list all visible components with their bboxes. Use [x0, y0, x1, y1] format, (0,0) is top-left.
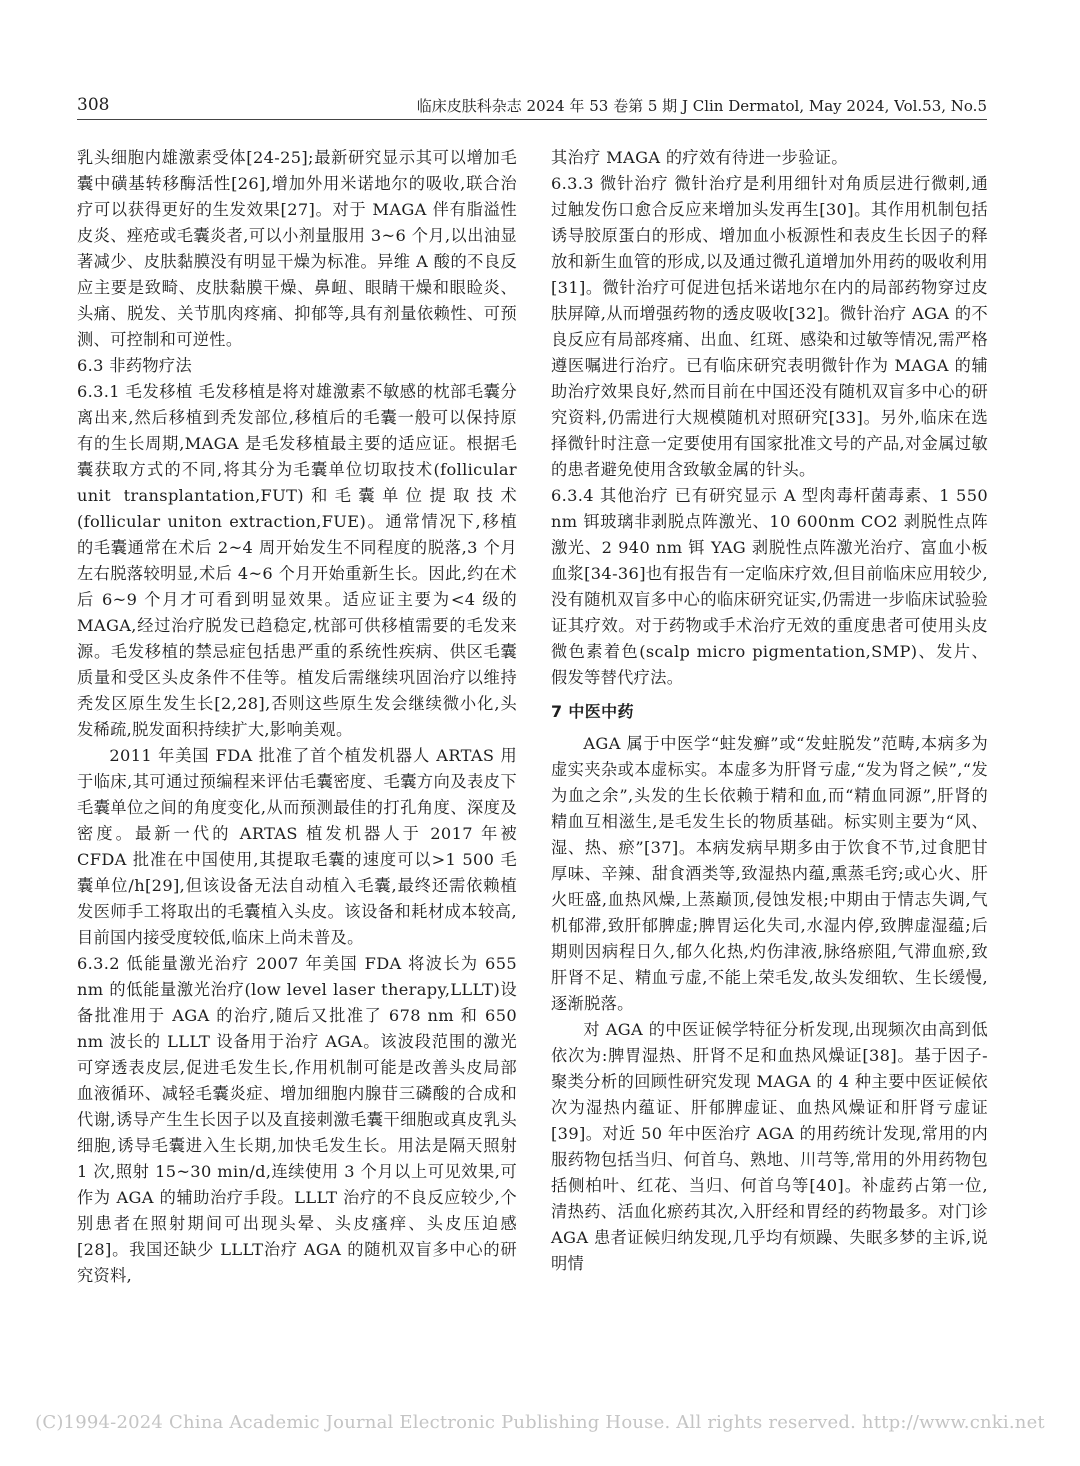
subsection-heading: 6.3 非药物疗法 [77, 356, 192, 375]
paragraph: 6.3.3 微针治疗 微针治疗是利用细针对角质层进行微刺,通过触发伤口愈合反应来增加头发再生[30]。其作用机制包括诱导胶原蛋白的形成、增加血小板源性和表皮生长因子的释放和新生血管的形成,以及通过微孔道增加外用药的吸收利用[31]。微针治疗可促进包括米诺地尔在内的局部药物穿过皮肤屏障,从而增强药物的透皮吸收[32]。微针治疗 AGA 的不良反应有局部疼痛、出血、红斑、感染和过敏等情况,需严格遵医嘱进行治疗。已有临床研究表明微针作为 MAGA 的辅助治疗效果良好,然而目前在中国还没有随机双盲多中心的研究资料,仍需进行大规模随机对照研究[33]。另外,临床在选择微针时注意一定要使用有国家批准文号的产品,对金属过敏的患者避免使用含致敏金属的针头。 [551, 174, 988, 479]
copyright-footer: (C)1994-2024 China Academic Journal Electronic Publishing House. All rights reserved. http://www.cnki.net [35, 1412, 1045, 1433]
page-header [0, 0, 1080, 125]
paragraph: 乳头细胞内雄激素受体[24-25];最新研究显示其可以增加毛囊中磺基转移酶活性[26],增加外用米诺地尔的吸收,联合治疗可以获得更好的生发效果[27]。对于 MAGA 伴有脂溢性皮炎、痤疮或毛囊炎者,可以小剂量服用 3~6 个月,以出油显著减少、皮肤黏膜没有明显干燥为标准。异维 A 酸的不良反应主要是致畸、皮肤黏膜干燥、鼻衄、眼睛干燥和眼睑炎、头痛、脱发、关节肌肉疼痛、抑郁等,具有剂量依赖性、可预测、可控制和可逆性。 [77, 148, 517, 349]
running-head: 临床皮肤科杂志 2024 年 53 卷第 5 期 J Clin Dermatol, May 2024, Vol.53, No.5 [416, 97, 987, 115]
section-heading: 7 中医中药 [551, 702, 634, 721]
right-column [551, 145, 988, 1277]
paragraph: 2011 年美国 FDA 批准了首个植发机器人 ARTAS 用于临床,其可通过预编程来评估毛囊密度、毛囊方向及表皮下毛囊单位之间的角度变化,从而预测最佳的打孔角度、深度及密度。最新一代的 ARTAS 植发机器人于 2017 年被 CFDA 批准在中国使用,其提取毛囊的速度可以>1 500 毛囊单位/h[29],但该设备无法自动植入毛囊,最终还需依赖植发医师手工将取出的毛囊植入头皮。该设备和耗材成本较高,目前国内接受度较低,临床上尚未普及。 [77, 746, 517, 947]
paragraph: 对 AGA 的中医证候学特征分析发现,出现频次由高到低依次为:脾胃湿热、肝肾不足和血热风燥证[38]。基于因子-聚类分析的回顾性研究发现 MAGA 的 4 种主要中医证候依次为湿热内蕴证、肝郁脾虚证、血热风燥证和肝肾亏虚证[39]。对近 50 年中医治疗 AGA 的用药统计发现,常用的内服药物包括当归、何首乌、熟地、川芎等,常用的外用药物包括侧柏叶、红花、当归、何首乌等[40]。补虚药占第一位,清热药、活血化瘀药其次,入肝经和胃经的药物最多。对门诊 AGA 患者证候归纳发现,几乎均有烦躁、失眠多梦的主诉,说明情 [551, 1020, 988, 1273]
paragraph: AGA 属于中医学“蛀发癣”或“发蛀脱发”范畴,本病多为虚实夹杂或本虚标实。本虚多为肝肾亏虚,“发为肾之候”,“发为血之余”,头发的生长依赖于精和血,而“精血同源”,肝肾的精血互相滋生,是毛发生长的物质基础。标实则主要为“风、湿、热、瘀”[37]。本病发病早期多由于饮食不节,过食肥甘厚味、辛辣、甜食酒类等,致湿热内蕴,熏蒸毛窍;或心火、肝火旺盛,血热风燥,上蒸巅顶,侵蚀发根;中期由于情志失调,气机郁滞,致肝郁脾虚;脾胃运化失司,水湿内停,致脾虚湿蕴;后期则因病程日久,郁久化热,灼伤津液,脉络瘀阻,气滞血瘀,致肝肾不足、精血亏虚,不能上荣毛发,故头发细软、生长缓慢,逐渐脱落。 [551, 734, 988, 1013]
paragraph: 其治疗 MAGA 的疗效有待进一步验证。 [551, 148, 848, 167]
paragraph: 6.3.2 低能量激光治疗 2007 年美国 FDA 将波长为 655 nm 的低能量激光治疗(low level laser therapy,LLLT)设备批准用于 AGA 的治疗,随后又批准了 678 nm 和 650 nm 波长的 LLLT 设备用于治疗 AGA。该波段范围的激光可穿透表皮层,促进毛发生长,作用机制可能是改善头皮局部血液循环、减轻毛囊炎症、增加细胞内腺苷三磷酸的合成和代谢,诱导产生生长因子以及直接刺激毛囊干细胞或真皮乳头细胞,诱导毛囊进入生长期,加快毛发生长。用法是隔天照射 1 次,照射 15~30 min/d,连续使用 3 个月以上可见效果,可作为 AGA 的辅助治疗手段。LLLT 治疗的不良反应较少,个别患者在照射期间可出现头晕、头皮瘙痒、头皮压迫感[28]。我国还缺少 LLLT治疗 AGA 的随机双盲多中心的研究资料, [77, 954, 517, 1285]
paragraph: 6.3.1 毛发移植 毛发移植是将对雄激素不敏感的枕部毛囊分离出来,然后移植到秃发部位,移植后的毛囊一般可以保持原有的生长周期,MAGA 是毛发移植最主要的适应证。根据毛囊获取方式的不同,将其分为毛囊单位切取技术(follicular unit transplantation,FUT)和毛囊单位提取技术(follicular uniton extraction,FUE)。通常情况下,移植的毛囊通常在术后 2~4 周开始发生不同程度的脱落,3 个月左右脱落较明显,术后 4~6 个月开始重新生长。因此,约在术后 6~9 个月才可看到明显效果。适应证主要为<4 级的 MAGA,经过治疗脱发已趋稳定,枕部可供移植需要的毛发来源。毛发移植的禁忌症包括患严重的系统性疾病、供区毛囊质量和受区头皮条件不佳等。植发后需继续巩固治疗以维持秃发区原生发生长[2,28],否则这些原生发会继续微小化,头发稀疏,脱发面积持续扩大,影响美观。 [77, 382, 517, 739]
paragraph: 6.3.4 其他治疗 已有研究显示 A 型肉毒杆菌毒素、1 550 nm 铒玻璃非剥脱点阵激光、10 600nm CO2 剥脱性点阵激光、2 940 nm 铒 YAG 剥脱性点阵激光治疗、富血小板血浆[34-36]也有报告有一定临床疗效,但目前临床应用较少,没有随机双盲多中心的临床研究证实,仍需进一步临床试验验证其疗效。对于药物或手术治疗无效的重度患者可使用头皮微色素着色(scalp micro pigmentation,SMP)、发片、假发等替代疗法。 [551, 486, 988, 687]
header-rule [77, 119, 987, 120]
left-column [77, 145, 517, 1289]
page-number: 308 [77, 95, 110, 115]
